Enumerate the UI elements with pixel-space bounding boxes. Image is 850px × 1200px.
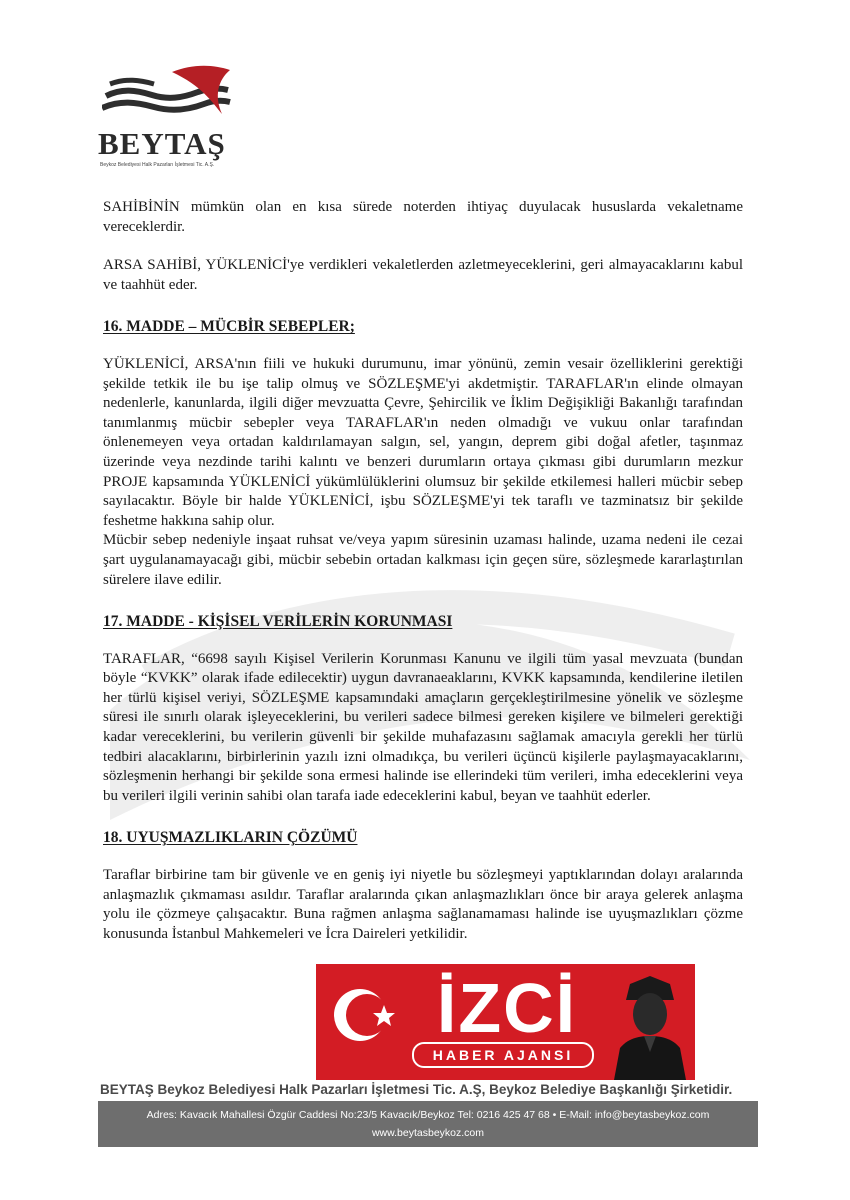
- paragraph: TARAFLAR, “6698 sayılı Kişisel Verilerin Korunması Kanunu ve ilgili tüm yasal mevzuata (bundan böyle “KVKK” olarak ifade edilecektir) uygun davranaeaklarını, KVKK kapsamında, kendilerine iletilen her türlü kişisel veriyi, SÖZLEŞME kapsamındaki amaçların gerçekleştirilmesine yönelik ve sözleşme süresi ile sınırlı olarak işleyeceklerini, bu verileri sadece bilmesi gereken kişilere ve bilmeleri gerektiği kadar vereceklerini, bu verilerin güvenli bir şekilde muhafazasını sağlamak amacıyla gerekli her türlü tedbiri alacaklarını, birbirlerinin yazılı izni olmadıkça, bu verileri üçüncü kişilerle paylaşmayacaklarını, sözleşmenin herhangi bir şekilde sona ermesi halinde ise ellerindeki tüm verileri, imha edeceklerini veya bu verileri ilgili verinin sahibi olan tarafa iade edeceklerini kabul, beyan ve taahhüt ederler.: [103, 650, 743, 804]
- crescent-star-icon: [328, 980, 398, 1050]
- section-heading: 16. MADDE – MÜCBİR SEBEPLER;: [103, 318, 355, 336]
- logo-subtitle: Beykoz Belediyesi Halk Pazarları İşletmesi Tic. A.Ş.: [100, 162, 215, 168]
- paragraph: Taraflar birbirine tam bir güvenle ve en geniş iyi niyetle bu sözleşmeyi yaptıklarından dolayı aralarında anlaşmazlık çıkmaması asıldır. Taraflar aralarında çıkan anlaşmazlıkları önce bir araya gelerek anlaşma yolu ile çözmeye çalışacaktır. Buna rağmen anlaşma sağlanamaması halinde ise uyuşmazlıkları çözme konusunda İstanbul Mahkemeleri ve İcra Daireleri yetkilidir.: [103, 867, 743, 942]
- portrait-icon: [608, 970, 692, 1080]
- footer-website: www.beytasbeykoz.com: [371, 1127, 485, 1139]
- paragraph: SAHİBİNİN mümkün olan en kısa sürede noterden ihtiyaç duyulacak hususlarda vekaletname vereceklerdir.: [103, 199, 743, 235]
- logo-name: BEYTAŞ: [98, 126, 226, 161]
- news-agency-banner: [316, 964, 695, 1080]
- section-heading: 18. UYUŞMAZLIKLARIN ÇÖZÜMÜ: [103, 829, 358, 847]
- section-heading: 17. MADDE - KİŞİSEL VERİLERİN KORUNMASI: [103, 613, 453, 631]
- company-logo: [98, 62, 238, 172]
- footer-bar: [98, 1101, 758, 1147]
- banner-subtitle: HABER AJANSI: [432, 1047, 574, 1063]
- document-body: [103, 198, 743, 944]
- paragraph: Mücbir sebep nedeniyle inşaat ruhsat ve/veya yapım süresinin uzaması halinde, uzama nedeni ile cezai şart uygulanamayacağı gibi, mücbir sebebin ortadan kalkması için geçen süre, sözleşmede kararlaştırılan sürelere ilave edilir.: [103, 532, 743, 588]
- paragraph: YÜKLENİCİ, ARSA'nın fiili ve hukuki durumunu, imar yönünü, zemin vesair özelliklerini gerektiği şekilde tetkik ile bu işe talip olmuş ve SÖZLEŞME'yi akdetmiştir. TARAFLAR'ın elinde olmayan nedenlerle, kanunlarda, ilgili diğer mevzuatta Çevre, Şehircilik ve İklim Değişikliği Bakanlığı tarafından tanımlanmış mücbir sebepler veya TARAFLAR'ın neden olmadığı ve vukuu onlar tarafından önlenemeyen veya ortadan kaldırılamayan salgın, sel, yangın, deprem gibi doğal afetler, taşınmaz üzerinde veya nezdinde tarihi kalıntı ve benzeri durumların ortaya çıkması gibi durumların mezkur PROJE kapsamında YÜKLENİCİ yükümlülüklerini olumsuz bir şekilde etkilemesi halleri mücbir sebep sayılacaktır. Böyle bir halde YÜKLENİCİ, işbu SÖZLEŞME'yi tek taraflı ve tazminatsız bir şekilde feshetme hakkına sahip olur.: [103, 355, 743, 529]
- paragraph: ARSA SAHİBİ, YÜKLENİCİ'ye verdikleri vekaletlerden azletmeyeceklerini, geri almayacaklarını kabul ve taahhüt eder.: [103, 257, 743, 293]
- logo-wave-icon: [102, 62, 232, 124]
- footer-company: BEYTAŞ Beykoz Belediyesi Halk Pazarları İşletmesi Tic. A.Ş, Beykoz Belediye Başkanlığı Şirketidir.: [100, 1082, 733, 1097]
- footer-address: Adres: Kavacık Mahallesi Özgür Caddesi No:23/5 Kavacık/Beykoz Tel: 0216 425 47 68 • E-Mail: info@beytasbeykoz.com: [146, 1109, 710, 1121]
- banner-title: İZCİ: [436, 969, 578, 1047]
